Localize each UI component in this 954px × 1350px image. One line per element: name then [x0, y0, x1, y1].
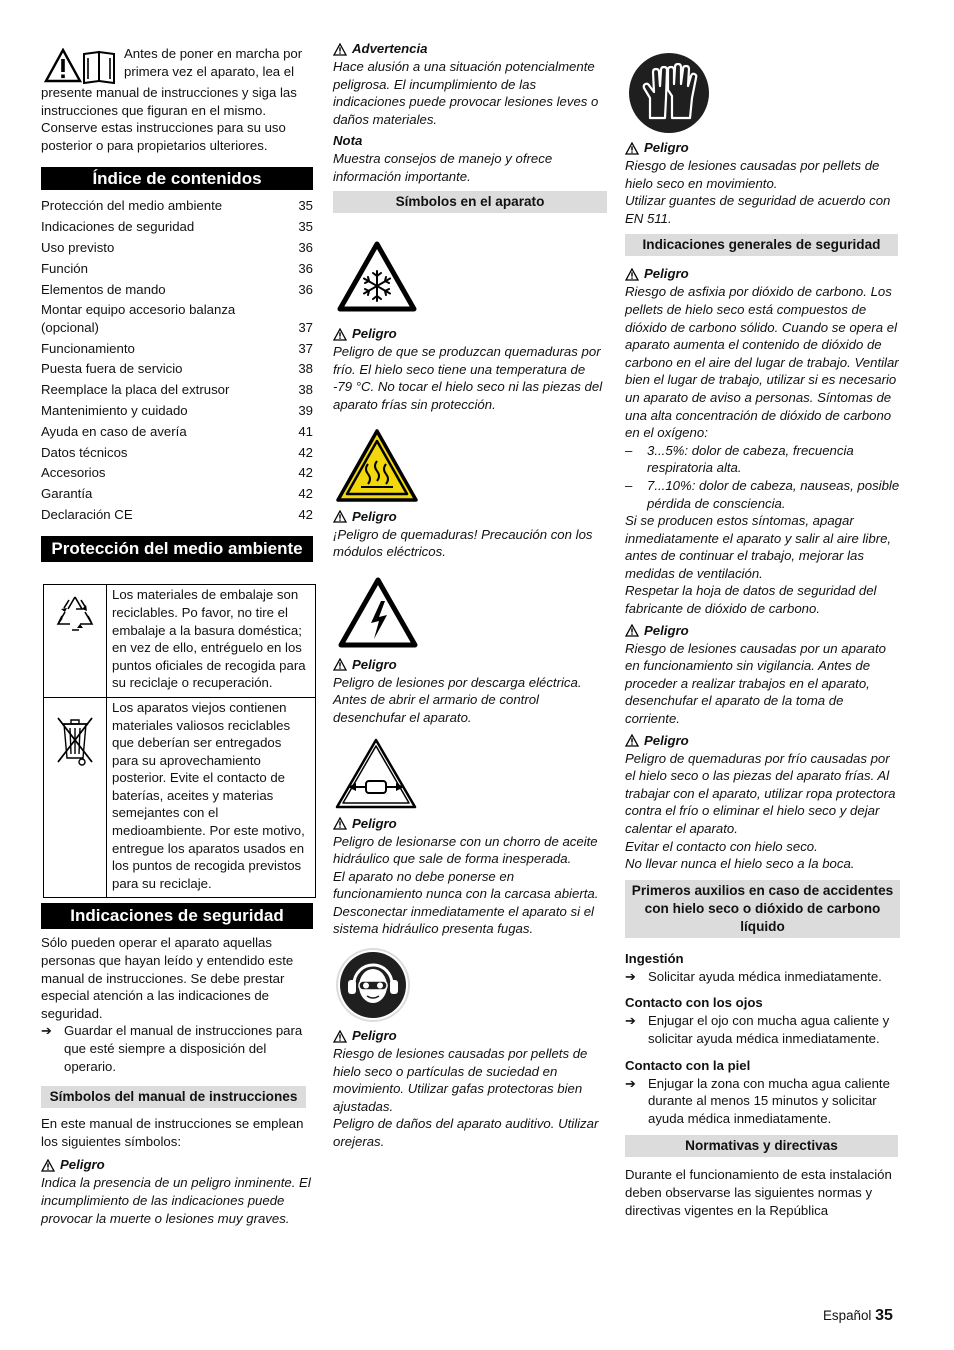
toc-item-label: Garantía	[41, 486, 93, 502]
toc-item-label: Indicaciones de seguridad	[41, 219, 195, 235]
signal-advertencia	[333, 40, 607, 58]
signal-advertencia-text: Hace alusión a una situación potencialmente peligrosa. El incumplimiento de las indicaciones puede provocar lesiones leves o daños materiales.	[333, 59, 599, 127]
symbol-text: Peligro de lesionarse con un chorro de aceite hidráulico que sale de forma inesperada.	[333, 833, 598, 867]
warning-triangle-icon	[333, 43, 347, 56]
warning-triangle-icon	[333, 510, 347, 523]
warning-triangle-icon	[333, 328, 347, 341]
symbol-label: Peligro	[352, 326, 397, 342]
symbol-text: Riesgo de lesiones causadas por pellets de hielo seco en movimiento.	[625, 158, 880, 191]
toc-item[interactable]	[41, 381, 313, 398]
symbol-text: Peligro de lesiones por descarga eléctrica. Antes de abrir el armario de control desenchufar el aparato.	[333, 674, 582, 725]
warning-triangle-icon	[41, 1159, 55, 1172]
gloves-icon	[628, 52, 710, 134]
symbol-text: ¡Peligro de quemaduras! Precaución con los módulos eléctricos.	[333, 526, 593, 560]
toc-item-page: 38	[298, 382, 313, 398]
toc-item-label: Declaración CE	[41, 506, 133, 522]
toc-item[interactable]	[41, 197, 313, 214]
arrow-icon: ➔	[41, 1023, 53, 1039]
intro-line-1: Antes de poner en marcha por	[124, 46, 303, 61]
warning-triangle-icon	[625, 734, 639, 747]
dash-text: 7...10%: dolor de cabeza, nauseas, posible pérdida de consciencia.	[647, 477, 900, 511]
norms-title: Normativas y directivas	[625, 1135, 898, 1157]
toc-item-label: Ayuda en caso de avería	[41, 423, 187, 439]
env-table	[43, 584, 316, 898]
toc-item-label: Elementos de mando	[41, 281, 166, 297]
warning-triangle-icon	[333, 1030, 347, 1043]
signal-peligro	[333, 815, 607, 833]
signal-peligro	[333, 1027, 607, 1045]
toc-item-page: 42	[298, 486, 313, 502]
ingestion-text: Solicitar ayuda médica inmediatamente.	[648, 968, 882, 984]
nota-label: Nota	[333, 133, 363, 149]
safety-title: Indicaciones de seguridad	[41, 903, 313, 929]
signal-peligro	[625, 622, 900, 640]
symbol-label: Peligro	[352, 815, 397, 831]
toc-item-page: 38	[298, 361, 313, 377]
toc-item[interactable]	[41, 464, 313, 481]
toc-list	[41, 197, 313, 523]
eyes-text: Enjugar el ojo con mucha agua caliente y solicitar ayuda médica inmediatamente.	[648, 1013, 890, 1046]
toc-item-label: Funcionamiento	[41, 340, 135, 356]
footer-page: 35	[875, 1307, 893, 1324]
electric-shock-icon	[338, 577, 418, 649]
toc-item[interactable]	[41, 301, 313, 336]
warning-triangle-icon	[625, 624, 639, 637]
toc-item-page: 39	[298, 402, 313, 418]
env-title: Protección del medio ambiente	[41, 536, 313, 562]
symbol-label: Peligro	[352, 508, 397, 524]
safety-bullet-text: Guardar el manual de instrucciones para que esté siempre a disposición del operario.	[64, 1023, 303, 1074]
ingestion-bullet	[625, 968, 900, 986]
hot-surface-icon	[335, 428, 419, 504]
toc-item-page: 42	[298, 444, 313, 460]
hydraulic-jet-icon	[334, 737, 418, 811]
toc-item-page: 37	[298, 319, 313, 335]
nota-text: Muestra consejos de manejo y ofrece información importante.	[333, 150, 553, 184]
toc-item-label: Protección del medio ambiente	[41, 198, 223, 214]
general-p3-after: Evitar el contacto con hielo seco.	[625, 838, 818, 854]
symbol-text: Riesgo de lesiones causadas por pellets de hielo seco o partículas de suciedad en movimiento. Utilizar gafas protectoras bien ajustadas.	[333, 1046, 588, 1114]
eyes-label: Contacto con los ojos	[625, 995, 763, 1011]
page-number	[823, 1307, 893, 1325]
symbol-label: Peligro	[644, 140, 689, 155]
symbol-label: Peligro	[352, 1028, 397, 1044]
device-symbol-goggles	[333, 946, 607, 1151]
intro-line-2: primera vez el aparato, lea el	[124, 63, 295, 79]
general-p1-after2: Respetar la hoja de datos de seguridad del fabricante de dióxido de carbono.	[625, 583, 877, 617]
symbol-text-2: Peligro de daños del aparato auditivo. Utilizar orejeras.	[333, 1116, 599, 1150]
device-symbol-hydraulic	[333, 737, 607, 939]
toc-item-page: 37	[298, 340, 313, 356]
signal-peligro	[333, 656, 607, 674]
env-row-recycle	[44, 585, 316, 698]
symbol-label: Peligro	[352, 656, 397, 672]
dash-item	[625, 477, 900, 512]
toc-title: Índice de contenidos	[41, 167, 313, 190]
safety-bullet	[41, 1022, 313, 1075]
toc-item[interactable]	[41, 485, 313, 502]
arrow-icon: ➔	[625, 968, 637, 984]
signal-peligro-text: Indica la presencia de un peligro inminente. El incumplimiento de las indicaciones puede provocar la muerte o lesiones muy graves.	[41, 1175, 311, 1226]
general-p1-label: Peligro	[644, 266, 689, 282]
toc-item-page: 35	[298, 219, 313, 235]
toc-item-page: 36	[298, 281, 313, 297]
toc-item[interactable]	[41, 360, 313, 377]
symbol-text-2: Utilizar guantes de seguridad de acuerdo con EN 511.	[625, 193, 891, 226]
toc-item-page: 42	[298, 506, 313, 522]
signal-peligro	[41, 1156, 313, 1174]
intro	[41, 44, 313, 84]
signal-peligro	[625, 732, 900, 750]
signal-peligro	[625, 265, 900, 283]
frost-warning-icon	[337, 241, 417, 313]
symbol-text-2: El aparato no debe ponerse en funcionamiento nunca con la carcasa abierta. Desconectar inmediatamente el aparato si el sistema hidráulico presenta fugas.	[333, 868, 599, 937]
general-p2-text: Riesgo de lesiones causadas por un aparato en funcionamiento sin vigilancia. Antes de proceder a realizar trabajos en el aparato, desenchufar el aparato de la toma de corriente.	[625, 640, 886, 727]
arrow-icon: ➔	[625, 1075, 637, 1091]
toc-item-label: Puesta fuera de servicio	[41, 361, 183, 377]
column-middle	[333, 40, 607, 1151]
signal-peligro-label: Peligro	[60, 1157, 105, 1173]
toc-item-label: Uso previsto	[41, 239, 115, 255]
toc-item[interactable]	[41, 423, 313, 440]
env-recycle-text: Los materiales de embalaje son reciclables. Po favor, no tire el embalaje a la basura doméstica; en vez de ello, entréguelo en los puntos oficiales de recogida para su reciclaje o recuperación.	[107, 585, 316, 698]
symbol-text: Peligro de que se produzcan quemaduras por frío. El hielo seco tiene una temperatura de -79 °C. No tocar el hielo seco ni las piezas del aparato frías sin protección.	[333, 344, 603, 412]
ingestion-label: Ingestión	[625, 950, 684, 966]
signal-peligro	[333, 325, 607, 343]
intro-rest: presente manual de instrucciones y siga las instrucciones que figuran en el mismo. Conserve estas instrucciones para su uso posterior o para propietarios ulteriores.	[41, 85, 297, 153]
skin-text: Enjugar la zona con mucha agua caliente durante al menos 15 minutos y solicitar ayuda médica inmediatamente.	[648, 1075, 890, 1126]
recycle-icon	[52, 591, 98, 637]
eyes-bullet	[625, 1012, 900, 1047]
general-p1-after: Si se producen estos síntomas, apagar inmediatamente el aparato y salir al aire libre, antes de continuar el trabajo, mejorar las medidas de ventilación.	[625, 513, 892, 581]
signal-peligro	[333, 508, 607, 526]
general-p2-label: Peligro	[644, 622, 689, 638]
env-icon-cell	[44, 697, 107, 898]
toc-item-page: 36	[298, 239, 313, 255]
toc-item[interactable]	[41, 239, 313, 256]
toc-item[interactable]	[41, 402, 313, 419]
device-symbol-gloves	[625, 52, 900, 134]
warning-triangle-icon	[625, 268, 639, 281]
toc-item-page: 35	[298, 198, 313, 214]
device-symbols-title: Símbolos en el aparato	[333, 191, 607, 213]
env-icon-cell	[44, 585, 107, 698]
warning-triangle-icon	[333, 817, 347, 830]
norms-text: Durante el funcionamiento de esta instalación deben observarse las siguientes normas y directivas vigentes en la República	[625, 1167, 892, 1218]
toc-item-label: Accesorios	[41, 465, 106, 481]
footer-language: Español	[823, 1308, 872, 1323]
column-right	[625, 52, 900, 1219]
general-p1-text: Riesgo de asfixia por dióxido de carbono. Los pellets de hielo seco está compuestos de dióxido de carbono sólido. Cuando se opera el aparato aumenta el contenido de dióxido de carbono en el aire del lugar de trabajo. Ventilar bien el lugar de trabajo, utilizar si es necesario un aparato de aviso a personas. Síntomas de una alta concentración de dióxido de carbono en el oxígeno:	[625, 284, 899, 441]
toc-item-label: Reemplace la placa del extrusor	[41, 382, 230, 398]
skin-bullet	[625, 1075, 900, 1128]
toc-item-label: Montar equipo accesorio balanza (opcional)	[41, 302, 236, 335]
general-p3-after2: No llevar nunca el hielo seco a la boca.	[625, 856, 855, 872]
skin-label: Contacto con la piel	[625, 1057, 751, 1073]
toc-item-page: 36	[298, 260, 313, 276]
warning-manual-icon	[44, 48, 116, 84]
first-aid-title: Primeros auxilios en caso de accidentes con hielo seco o dióxido de carbono líquido	[625, 880, 900, 938]
crossed-bin-icon	[52, 712, 98, 768]
toc-item-page: 42	[298, 465, 313, 481]
toc-item[interactable]	[41, 281, 313, 298]
env-row-weee	[44, 697, 316, 898]
dash-mark: –	[625, 442, 633, 458]
toc-item-label: Datos técnicos	[41, 444, 128, 460]
signal-advertencia-label: Advertencia	[352, 41, 428, 56]
toc-item[interactable]	[41, 340, 313, 357]
signal-peligro	[625, 139, 900, 157]
device-symbol-frost	[333, 241, 607, 413]
toc-item[interactable]	[41, 506, 313, 523]
toc-item[interactable]	[41, 444, 313, 461]
warning-triangle-icon	[333, 658, 347, 671]
safety-intro: Sólo pueden operar el aparato aquellas personas que hayan leído y entendido este manual de instrucciones. Se debe prestar especial atención a las indicaciones de seguridad.	[41, 935, 294, 1021]
general-p3-label: Peligro	[644, 732, 689, 748]
dash-mark: –	[625, 477, 633, 493]
toc-item-label: Función	[41, 260, 88, 276]
arrow-icon: ➔	[625, 1013, 637, 1029]
goggles-earmuffs-icon	[334, 946, 412, 1024]
manual-symbols-intro: En este manual de instrucciones se emplean los siguientes símbolos:	[41, 1116, 304, 1149]
env-weee-text: Los aparatos viejos contienen materiales valiosos reciclables que deberían ser entregados para su aprovechamiento posterior. Evite el contacto de baterías, aceites y materias semejantes con el medioambiente. Por este motivo, entregue los aparatos usados en los puntos de recogida previstos para su reciclaje.	[107, 697, 316, 898]
warning-triangle-icon	[625, 142, 639, 155]
toc-item-label: Mantenimiento y cuidado	[41, 402, 188, 418]
general-title: Indicaciones generales de seguridad	[625, 234, 898, 256]
dash-item	[625, 442, 900, 477]
toc-item[interactable]	[41, 218, 313, 235]
toc-item[interactable]	[41, 260, 313, 277]
column-left	[41, 44, 313, 1227]
general-p3-text: Peligro de quemaduras por frío causadas por el hielo seco o las piezas del aparato frías. Al trabajar con el aparato, utilizar ropa protectora contra el frío o eliminar el hielo seco y dejar calentar el aparato.	[625, 750, 896, 836]
device-symbol-electric	[333, 577, 607, 727]
device-symbol-hot	[333, 428, 607, 561]
dash-text: 3...5%: dolor de cabeza, frecuencia respiratoria alta.	[647, 442, 854, 476]
toc-item-page: 41	[298, 423, 313, 439]
manual-symbols-title: Símbolos del manual de instrucciones	[41, 1086, 306, 1108]
